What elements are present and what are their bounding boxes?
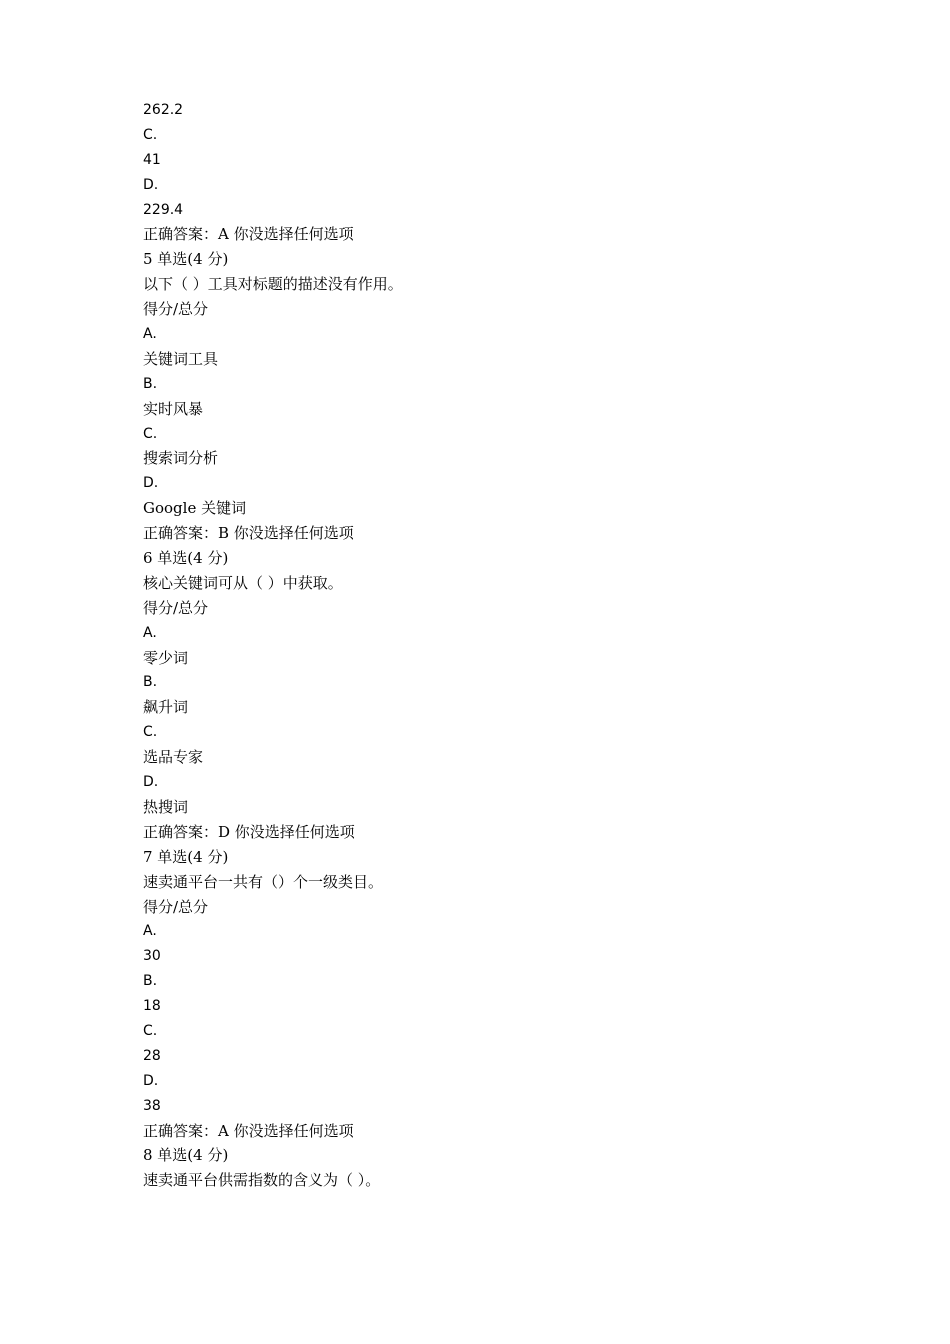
option-label: D. bbox=[143, 774, 159, 791]
question-header: 8 单选(4 分) bbox=[143, 1146, 229, 1165]
option-value: 实时风暴 bbox=[143, 399, 204, 418]
score-label: 得分/总分 bbox=[143, 300, 209, 319]
question-6 bbox=[143, 546, 843, 845]
option-value: Google 关键词 bbox=[143, 499, 247, 518]
option-value: 18 bbox=[143, 998, 161, 1015]
option-value: 零少词 bbox=[143, 648, 189, 667]
option-label: D. bbox=[143, 176, 159, 193]
option-value: 28 bbox=[143, 1047, 161, 1064]
previous-question-tail bbox=[143, 98, 843, 247]
option-value: 搜索词分析 bbox=[143, 449, 219, 468]
option-label: A. bbox=[143, 326, 157, 343]
question-header: 5 单选(4 分) bbox=[143, 250, 229, 269]
option-label: C. bbox=[143, 724, 158, 741]
question-text: 核心关键词可从（ ）中获取。 bbox=[143, 573, 343, 592]
correct-answer: 正确答案：B 你没选择任何选项 bbox=[143, 524, 354, 543]
question-header: 6 单选(4 分) bbox=[143, 549, 229, 568]
correct-answer: 正确答案：A 你没选择任何选项 bbox=[143, 225, 354, 244]
option-value: 262.2 bbox=[143, 102, 184, 118]
option-label: A. bbox=[143, 624, 157, 641]
option-label: C. bbox=[143, 126, 158, 143]
option-value: 229.4 bbox=[143, 201, 184, 218]
option-value: 38 bbox=[143, 1097, 161, 1114]
document-page bbox=[143, 98, 843, 1193]
option-label: D. bbox=[143, 475, 159, 492]
option-label: B. bbox=[143, 674, 158, 691]
question-8 bbox=[143, 1143, 843, 1193]
question-text: 速卖通平台供需指数的含义为（ ）。 bbox=[143, 1171, 381, 1190]
option-value: 热搜词 bbox=[143, 797, 189, 816]
option-label: C. bbox=[143, 1022, 158, 1039]
question-header: 7 单选(4 分) bbox=[143, 847, 229, 866]
option-value: 选品专家 bbox=[143, 748, 204, 767]
question-7 bbox=[143, 845, 843, 1144]
option-label: C. bbox=[143, 425, 158, 442]
question-text: 速卖通平台一共有（）个一级类目。 bbox=[143, 872, 384, 891]
option-label: B. bbox=[143, 375, 158, 392]
option-value: 30 bbox=[143, 948, 161, 965]
question-text: 以下（ ）工具对标题的描述没有作用。 bbox=[143, 275, 403, 294]
option-label: D. bbox=[143, 1072, 159, 1089]
score-label: 得分/总分 bbox=[143, 598, 209, 617]
option-value: 关键词工具 bbox=[143, 349, 219, 368]
score-label: 得分/总分 bbox=[143, 897, 209, 916]
question-5 bbox=[143, 247, 843, 546]
correct-answer: 正确答案：A 你没选择任何选项 bbox=[143, 1121, 354, 1140]
option-label: B. bbox=[143, 973, 158, 990]
correct-answer: 正确答案：D 你没选择任何选项 bbox=[143, 822, 355, 841]
option-value: 飙升词 bbox=[143, 698, 189, 717]
option-label: A. bbox=[143, 923, 157, 940]
option-value: 41 bbox=[143, 151, 161, 168]
